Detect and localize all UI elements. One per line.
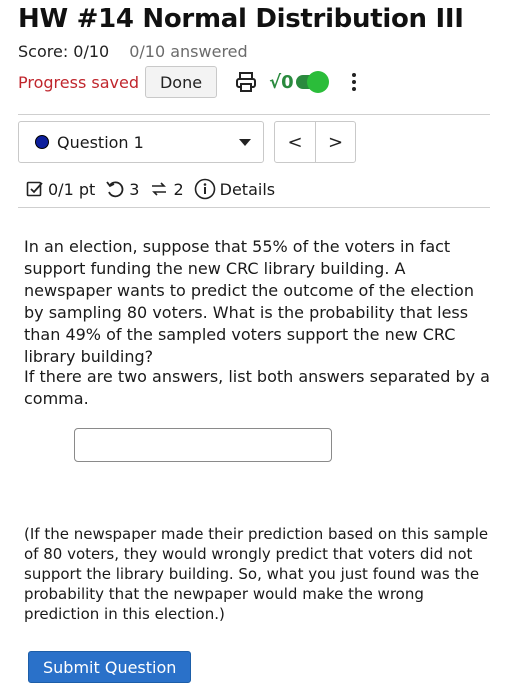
question-note: (If the newspaper made their prediction based on this sample of 80 voters, they would wrongly predict that voters did not support the library building. So, what you just found was the probability that the newpaper would make the wrong prediction in this election.) [24,525,489,623]
points-item [26,180,95,199]
next-question-button[interactable]: > [315,122,355,162]
progress-status: Progress saved [18,72,139,92]
checkbox-icon [26,180,44,198]
answered-count: 0/10 answered [129,42,248,61]
question-meta [26,176,285,202]
toggle-knob [307,71,329,93]
print-icon[interactable] [235,71,257,93]
answer-input[interactable] [74,428,332,462]
attempts-icon [149,180,169,198]
question-nav-group [274,121,356,163]
status-toolbar [18,66,356,98]
attempts-item [149,180,183,199]
done-button[interactable]: Done [145,66,217,98]
details-label: Details [219,179,276,199]
score-text: Score: 0/10 [18,42,110,61]
math-display-icon: √0 [269,71,294,93]
retry-icon [105,180,125,198]
submit-question-button[interactable]: Submit Question [28,651,191,683]
retries-item [105,180,139,199]
header-divider [18,114,490,115]
info-icon [194,178,216,200]
question-text: In an election, suppose that 55% of the voters in fact support funding the new CRC library building. A newspaper wants to predict the outcome of the election by sampling 80 voters. What is the probability that less than 49% of the sampled voters support the new CRC library building? [24,237,474,366]
previous-question-button[interactable]: < [287,131,303,153]
question-instruction: If there are two answers, list both answers separated by a comma. [24,367,490,408]
meta-divider [18,207,490,208]
math-display-toggle[interactable] [296,75,326,89]
more-options-icon[interactable] [352,73,356,91]
points-text: 0/1 pt [48,179,96,199]
chevron-down-icon [239,139,251,146]
question-status-dot [35,135,49,149]
details-link[interactable] [194,178,275,200]
retries-count: 3 [129,179,140,199]
attempts-count: 2 [173,179,184,199]
page-title: HW #14 Normal Distribution III [18,4,464,34]
question-selector[interactable] [18,121,264,163]
score-row [18,42,248,61]
question-selector-label: Question 1 [57,132,144,152]
